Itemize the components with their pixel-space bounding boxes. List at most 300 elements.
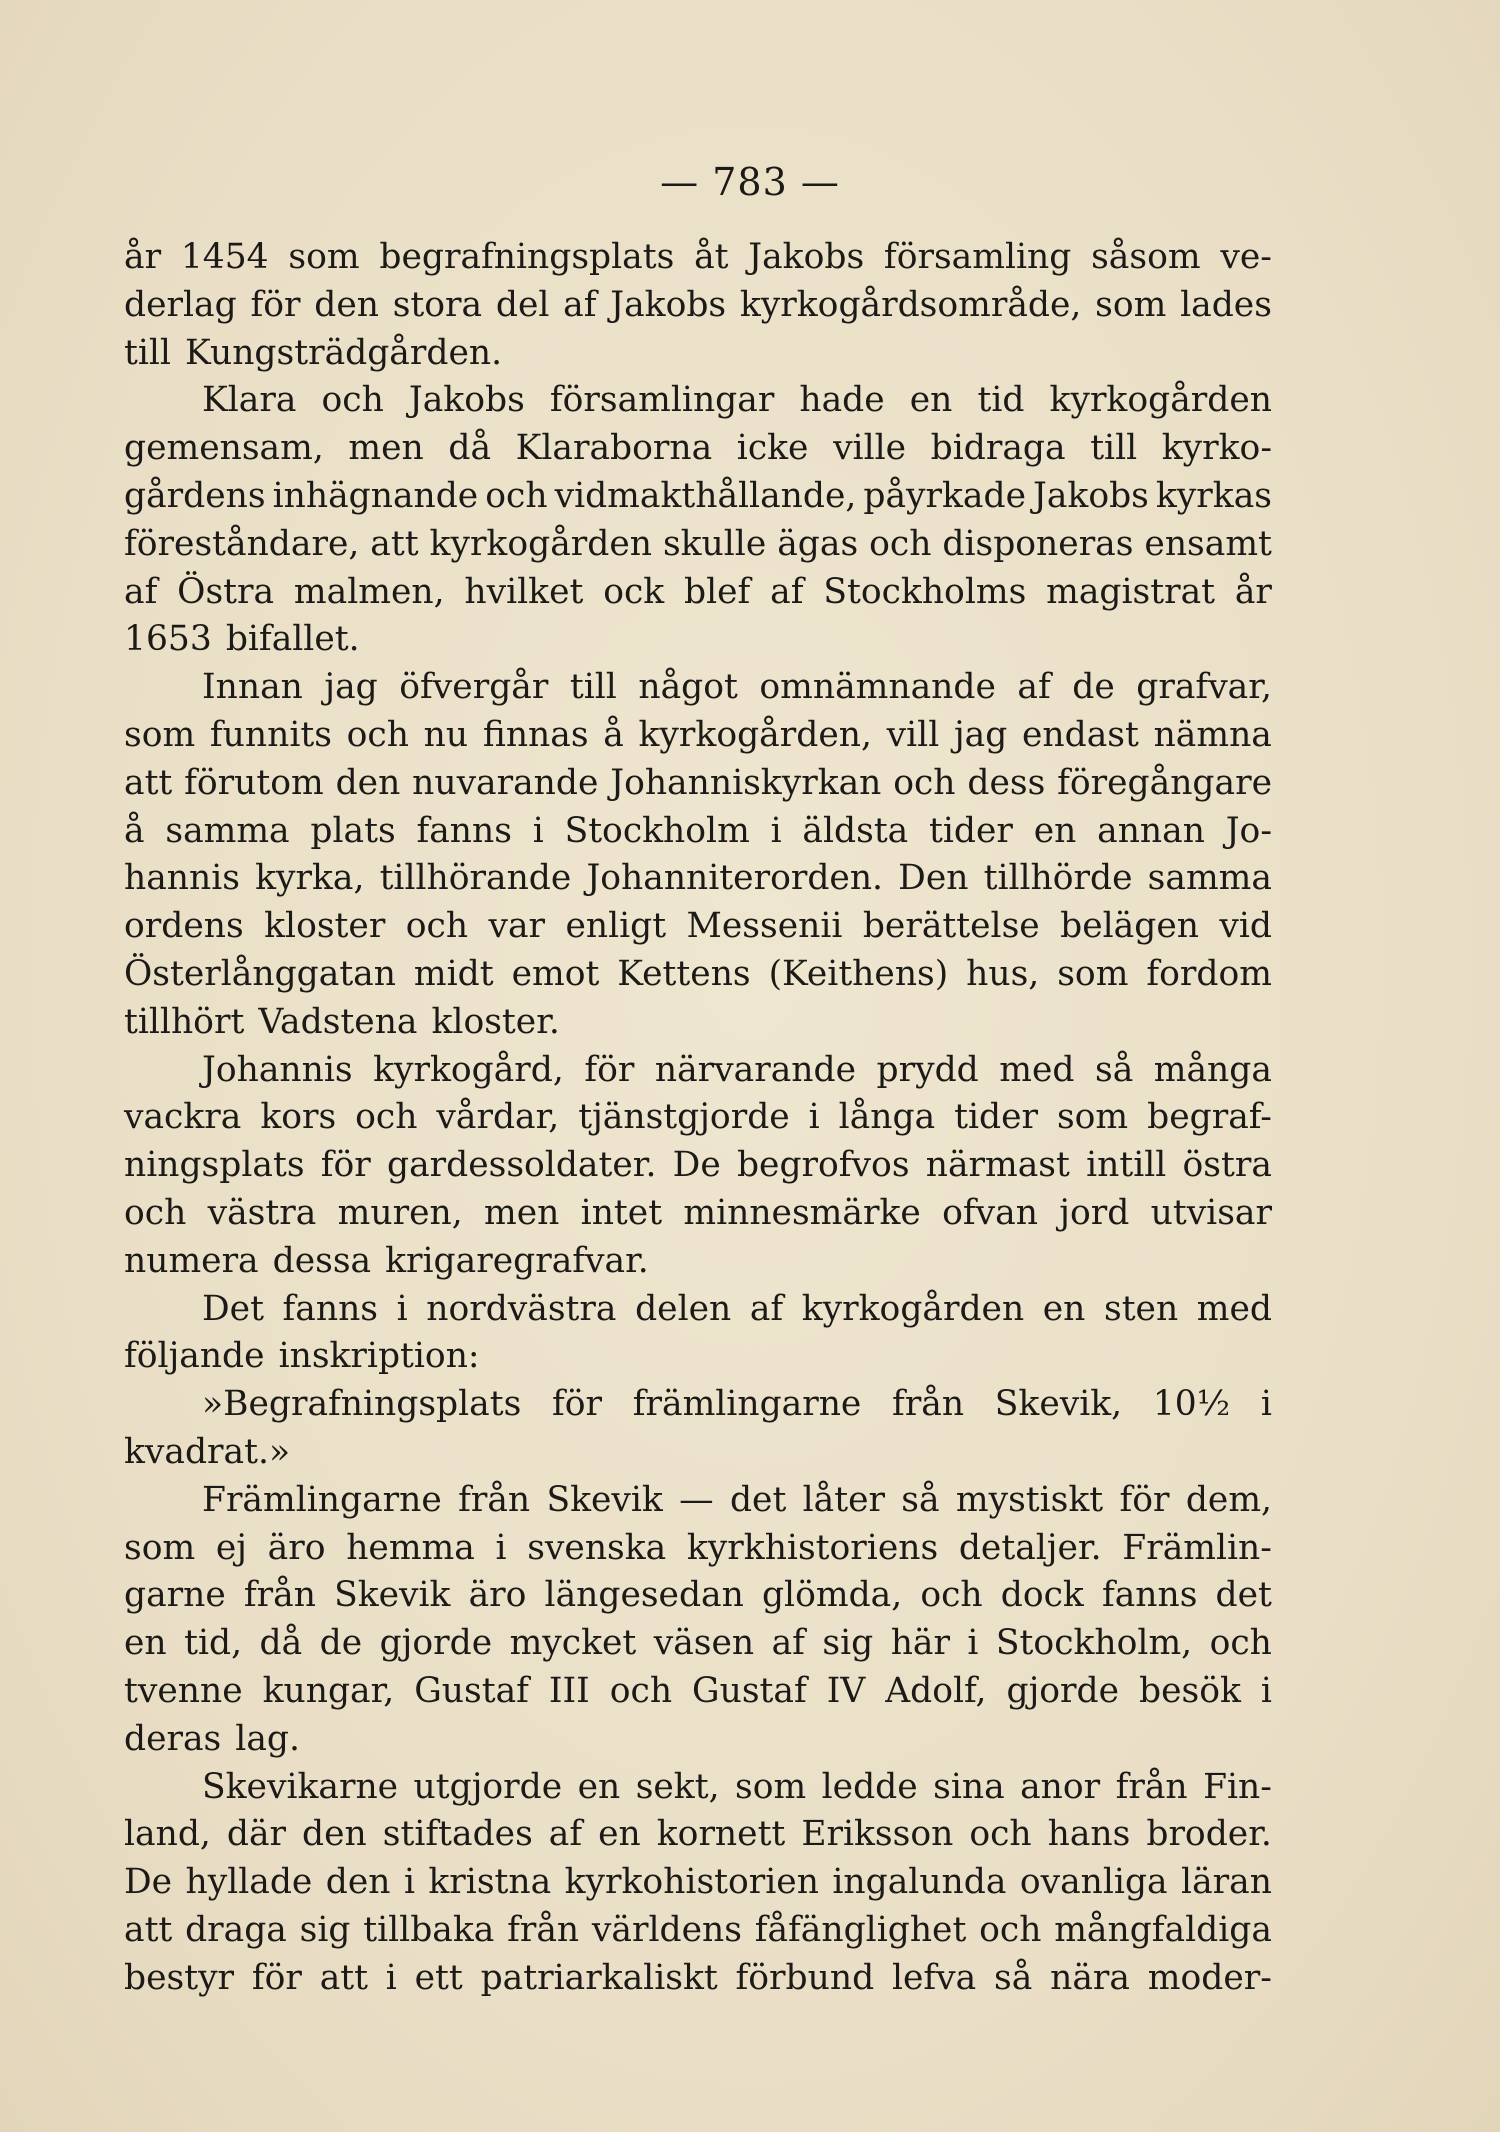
word: deras xyxy=(124,1718,222,1759)
word: att xyxy=(124,762,173,803)
word: ovanliga xyxy=(1019,1862,1168,1903)
word: minnesmärke xyxy=(683,1192,921,1233)
word: som xyxy=(1056,1097,1129,1138)
word: De xyxy=(672,1145,721,1186)
word: församlingar xyxy=(549,380,775,421)
word: för xyxy=(320,1145,371,1186)
word: till xyxy=(569,667,617,708)
word: östra xyxy=(1182,1145,1272,1186)
word: Jakobs xyxy=(408,380,525,421)
word: hans xyxy=(1047,1814,1131,1855)
word: vackra xyxy=(124,1097,242,1138)
word: att xyxy=(370,523,419,564)
word: att xyxy=(319,1957,368,1998)
word: vårdar, xyxy=(436,1097,560,1138)
word: den xyxy=(325,1862,391,1903)
word: annan xyxy=(1097,810,1205,851)
word: från xyxy=(243,1575,316,1616)
word: gardessoldater. xyxy=(386,1145,657,1186)
word: begrafningsplats xyxy=(379,237,675,277)
word: ej xyxy=(215,1527,247,1568)
word: år xyxy=(124,237,162,277)
word: här xyxy=(890,1623,950,1664)
word: att xyxy=(124,1909,173,1950)
text-line xyxy=(124,1190,1272,1238)
word: ock xyxy=(603,571,665,612)
word: som xyxy=(124,1527,196,1568)
word: Jakobs xyxy=(1033,475,1149,516)
word: Fin- xyxy=(1203,1766,1272,1807)
text-line xyxy=(124,1094,1272,1142)
word: församling xyxy=(883,237,1072,277)
word: i xyxy=(770,810,782,851)
word: närmast xyxy=(925,1145,1070,1186)
text-line xyxy=(124,377,1272,425)
word: så xyxy=(994,1957,1033,1998)
word: såsom xyxy=(1091,237,1201,277)
word: Eriksson xyxy=(801,1814,954,1855)
word: IV xyxy=(826,1670,866,1711)
word: för xyxy=(552,1384,603,1425)
word: 1653 xyxy=(124,619,212,660)
word: Kettens xyxy=(617,953,751,994)
text-line xyxy=(124,234,1272,282)
word: anor xyxy=(1020,1766,1101,1807)
word: af xyxy=(548,1814,583,1855)
text-line xyxy=(124,951,1272,999)
word: af xyxy=(563,284,597,325)
word: ensamt xyxy=(1144,523,1272,564)
word: främlingarne xyxy=(632,1384,862,1425)
word: äldsta xyxy=(802,810,909,851)
word: Det xyxy=(202,1288,264,1329)
word: förbund xyxy=(735,1957,875,1998)
word: mycket xyxy=(509,1623,637,1664)
word: muren, xyxy=(337,1192,463,1233)
word: den xyxy=(335,762,401,803)
word: sten xyxy=(1103,1288,1179,1329)
word: stora xyxy=(392,284,483,325)
word: endast xyxy=(1022,714,1139,755)
word: inhägnande xyxy=(272,475,479,516)
word: äro xyxy=(468,1575,527,1616)
word: emot xyxy=(511,953,600,994)
word: med xyxy=(1196,1288,1272,1329)
text-line xyxy=(124,999,1272,1047)
word: af xyxy=(1017,667,1051,708)
word: dess xyxy=(967,762,1046,803)
word: men xyxy=(348,428,424,469)
word: Skevik xyxy=(334,1575,451,1616)
word: svenska xyxy=(527,1527,667,1568)
word: kyrkogården xyxy=(1049,380,1272,421)
text-line xyxy=(124,521,1272,569)
word: ett xyxy=(414,1957,463,1998)
text-line xyxy=(124,1238,1272,1286)
word: lades xyxy=(1180,284,1272,325)
word: så xyxy=(901,1479,940,1520)
word: en xyxy=(598,1814,641,1855)
word: Kungsträdgården. xyxy=(184,332,503,373)
word: men xyxy=(483,1192,560,1233)
word: numera xyxy=(124,1240,259,1281)
word: mångfaldiga xyxy=(1054,1909,1272,1950)
word: begrofvos xyxy=(736,1145,910,1186)
word: en xyxy=(1033,810,1077,851)
word: malmen, xyxy=(293,571,445,612)
word: hade xyxy=(799,380,885,421)
text-line xyxy=(124,1907,1272,1955)
word: tid xyxy=(977,380,1025,421)
word: sekt, xyxy=(635,1766,720,1807)
word: draga xyxy=(185,1909,287,1950)
word: finnas xyxy=(482,714,589,755)
word: Innan xyxy=(202,667,303,708)
word: Den xyxy=(898,858,969,899)
word: och xyxy=(124,1192,187,1233)
word: gårdens xyxy=(124,475,266,516)
word: 1454 xyxy=(180,237,269,277)
word: utgjorde xyxy=(413,1766,563,1807)
word: detaljer. xyxy=(958,1527,1102,1568)
word: hannis xyxy=(124,858,240,899)
word: fåfänglighet xyxy=(754,1909,967,1950)
word: stiftades xyxy=(382,1814,533,1855)
word: hvilket xyxy=(464,571,584,612)
word: belägen xyxy=(1060,906,1199,947)
word: låter xyxy=(802,1479,885,1520)
word: Skevikarne xyxy=(202,1766,399,1807)
word: hyllade xyxy=(185,1862,313,1903)
word: del xyxy=(495,284,550,325)
word: dem, xyxy=(1185,1479,1272,1520)
word: lag. xyxy=(235,1718,300,1759)
word: närvarande xyxy=(654,1049,857,1090)
text-line xyxy=(124,1477,1272,1525)
word: gjorde xyxy=(1006,1670,1120,1711)
word: och xyxy=(979,1909,1042,1950)
word: med xyxy=(999,1049,1075,1090)
word: som xyxy=(1095,284,1167,325)
word: besök xyxy=(1139,1670,1241,1711)
word: så xyxy=(1094,1049,1134,1090)
text-line xyxy=(124,616,1272,664)
word: Främlin- xyxy=(1122,1527,1272,1568)
text-line xyxy=(124,808,1272,856)
word: påyrkade xyxy=(863,475,1026,516)
word: tillhörde xyxy=(983,858,1133,899)
word: för xyxy=(251,1957,302,1998)
word: från xyxy=(892,1384,965,1425)
word: patriarkaliskt xyxy=(480,1957,718,1998)
word: omnämnande xyxy=(759,667,996,708)
body-text xyxy=(124,234,1272,2002)
word: en xyxy=(577,1766,621,1807)
word: kyrkogård, xyxy=(373,1049,564,1090)
word: icke xyxy=(736,428,809,469)
word: som xyxy=(734,1766,807,1807)
word: och xyxy=(920,1575,983,1616)
word: prydd xyxy=(876,1049,979,1090)
word: i xyxy=(495,1527,507,1568)
word: långa xyxy=(838,1097,936,1138)
word: bifallet. xyxy=(225,619,360,660)
word: kloster xyxy=(264,906,386,947)
word: kristna xyxy=(428,1862,552,1903)
word: i xyxy=(396,1288,408,1329)
word: sina xyxy=(933,1766,1005,1807)
word: enligt xyxy=(565,906,667,947)
word: tillhört xyxy=(124,1001,245,1042)
word: (Keithens) xyxy=(768,953,949,994)
word: kyrkas xyxy=(1155,475,1272,516)
text-line xyxy=(124,473,1272,521)
word: derlag xyxy=(124,284,237,325)
word: berättelse xyxy=(862,906,1040,947)
word: äro xyxy=(267,1527,326,1568)
word: i xyxy=(385,1957,397,1998)
word: begraf- xyxy=(1147,1097,1272,1138)
word: »Begrafningsplats xyxy=(202,1384,522,1425)
word: något xyxy=(638,667,738,708)
word: funnits xyxy=(209,714,332,755)
word: kyrkhistoriens xyxy=(686,1527,939,1568)
word: ingalunda xyxy=(832,1862,1007,1903)
word: intet xyxy=(580,1192,663,1233)
word: kvadrat.» xyxy=(124,1431,291,1472)
word: Messenii xyxy=(686,906,843,947)
word: fanns xyxy=(416,810,512,851)
text-line xyxy=(124,282,1272,330)
word: 10½ xyxy=(1152,1384,1231,1425)
text-line xyxy=(124,1381,1272,1429)
word: kyrkogårdsområde, xyxy=(739,284,1082,325)
word: Skevik xyxy=(546,1479,663,1520)
word: Österlånggatan xyxy=(124,953,396,994)
word: föregångare xyxy=(1057,762,1272,803)
word: var xyxy=(488,906,546,947)
word: Jakobs xyxy=(610,284,727,325)
text-line xyxy=(124,1716,1272,1764)
word: ordens xyxy=(124,906,244,947)
word: fanns xyxy=(1101,1575,1198,1616)
word: kyrka, xyxy=(255,858,365,899)
word: tvenne xyxy=(124,1670,243,1711)
word: tjänstgjorde xyxy=(578,1097,790,1138)
word: Johanniterorden. xyxy=(586,858,884,899)
word: nu xyxy=(423,714,469,755)
word: i xyxy=(532,810,544,851)
word: delen xyxy=(635,1288,732,1329)
word: läran xyxy=(1181,1862,1272,1903)
word: gjorde xyxy=(379,1623,493,1664)
word: plats xyxy=(310,810,396,851)
word: samma xyxy=(1147,858,1272,899)
word: land, xyxy=(124,1814,211,1855)
word: för xyxy=(584,1049,635,1090)
word: Östra xyxy=(177,571,275,612)
word: väsen xyxy=(653,1623,755,1664)
word: som xyxy=(288,237,360,277)
word: dessa xyxy=(272,1240,372,1281)
word: den xyxy=(314,284,379,325)
text-line xyxy=(124,1572,1272,1620)
word: vill xyxy=(886,714,940,755)
word: västra xyxy=(207,1192,317,1233)
word: många xyxy=(1153,1049,1272,1090)
word: Stockholm, xyxy=(995,1623,1193,1664)
word: nära xyxy=(1050,1957,1130,1998)
word: den xyxy=(302,1814,367,1855)
word: nämna xyxy=(1153,714,1272,755)
word: från xyxy=(458,1479,531,1520)
text-line xyxy=(124,903,1272,951)
word: skulle xyxy=(662,523,767,564)
word: och xyxy=(346,714,409,755)
text-line xyxy=(124,1429,1272,1477)
text-line xyxy=(124,1859,1272,1907)
word: samma xyxy=(165,810,290,851)
text-line xyxy=(124,1811,1272,1859)
text-line xyxy=(124,569,1272,617)
text-line xyxy=(124,425,1272,473)
word: broder. xyxy=(1146,1814,1272,1855)
word: kornett xyxy=(656,1814,786,1855)
word: å xyxy=(124,810,145,851)
word: och xyxy=(869,523,932,564)
text-line xyxy=(124,1047,1272,1095)
word: Jakobs xyxy=(748,237,865,277)
word: i xyxy=(403,1862,415,1903)
word: i xyxy=(1260,1670,1272,1711)
word: af xyxy=(749,1288,784,1329)
word: från xyxy=(1115,1766,1188,1807)
word: öfvergår xyxy=(399,667,549,708)
word: åt xyxy=(694,237,729,277)
word: Gustaf xyxy=(414,1670,529,1711)
word: till xyxy=(1090,428,1138,469)
word: Skevik, xyxy=(994,1384,1123,1425)
text-line xyxy=(124,1286,1272,1334)
page-number: — 783 — xyxy=(660,160,840,204)
word: i xyxy=(808,1097,820,1138)
word: tillhörande xyxy=(379,858,572,899)
text-line xyxy=(124,1525,1272,1573)
word: kungar, xyxy=(262,1670,395,1711)
word: krigaregrafvar. xyxy=(385,1240,649,1281)
word: blef xyxy=(684,571,751,612)
word: en xyxy=(909,380,953,421)
word: sig xyxy=(822,1623,874,1664)
word: för xyxy=(1119,1479,1170,1520)
word: längesedan xyxy=(544,1575,744,1616)
word: de xyxy=(1072,667,1115,708)
word: moder- xyxy=(1147,1957,1272,1998)
text-line xyxy=(124,855,1272,903)
text-line xyxy=(124,664,1272,712)
word: då xyxy=(259,1623,303,1664)
word: det xyxy=(729,1479,787,1520)
word: ve- xyxy=(1220,237,1272,277)
word: tid, xyxy=(184,1623,243,1664)
word: midt xyxy=(413,953,494,994)
word: — xyxy=(679,1479,714,1520)
word: då xyxy=(448,428,492,469)
word: i xyxy=(1260,1384,1272,1425)
word: intill xyxy=(1086,1145,1167,1186)
word: ville xyxy=(833,428,907,469)
word: inskription: xyxy=(278,1336,480,1377)
word: hus, xyxy=(966,953,1040,994)
word: jag xyxy=(324,667,378,708)
word: tider xyxy=(929,810,1013,851)
word: från xyxy=(507,1909,580,1950)
word: Johannis xyxy=(202,1049,353,1090)
word: å xyxy=(603,714,624,755)
word: disponeras xyxy=(942,523,1134,564)
text-line xyxy=(124,1142,1272,1190)
word: en xyxy=(124,1623,167,1664)
text-line xyxy=(124,1764,1272,1812)
word: Stockholm xyxy=(564,810,750,851)
word: kors xyxy=(260,1097,337,1138)
word: dock xyxy=(1000,1575,1084,1616)
word: grafvar, xyxy=(1136,667,1272,708)
word: af xyxy=(124,571,158,612)
word: Klaraborna xyxy=(515,428,713,469)
word: Vadstena xyxy=(258,1001,418,1042)
word: fanns xyxy=(282,1288,379,1329)
word: för xyxy=(250,284,301,325)
word: bidraga xyxy=(930,428,1066,469)
word: kyrkohistorien xyxy=(564,1862,819,1903)
word: tillbaka xyxy=(363,1909,495,1950)
word: sig xyxy=(299,1909,351,1950)
word: jag xyxy=(953,714,1008,755)
word: där xyxy=(226,1814,287,1855)
word: och xyxy=(485,475,548,516)
word: förutom xyxy=(184,762,324,803)
word: en xyxy=(1042,1288,1086,1329)
word: Gustaf xyxy=(692,1670,807,1711)
word: Jo- xyxy=(1225,810,1272,851)
word: Klara xyxy=(202,380,297,421)
word: lefva xyxy=(891,1957,977,1998)
word: kyrko- xyxy=(1161,428,1272,469)
word: fordom xyxy=(1146,953,1272,994)
word: och xyxy=(893,762,956,803)
word: gemensam, xyxy=(124,428,324,469)
word: i xyxy=(967,1623,979,1664)
word: kloster. xyxy=(431,1001,560,1042)
word: år xyxy=(1234,571,1272,612)
word: mystiskt xyxy=(955,1479,1104,1520)
word: magistrat xyxy=(1046,571,1216,612)
word: de xyxy=(319,1623,363,1664)
text-line xyxy=(124,1333,1272,1381)
word: och xyxy=(969,1814,1032,1855)
word: Främlingarne xyxy=(202,1479,442,1520)
word: hemma xyxy=(346,1527,475,1568)
text-line xyxy=(124,330,1272,378)
word: och xyxy=(609,1670,673,1711)
word: bestyr xyxy=(124,1957,235,1998)
word: utvisar xyxy=(1150,1192,1272,1233)
word: III xyxy=(548,1670,590,1711)
word: kyrkogården xyxy=(429,523,652,564)
word: och xyxy=(1209,1623,1272,1664)
word: nordvästra xyxy=(426,1288,617,1329)
